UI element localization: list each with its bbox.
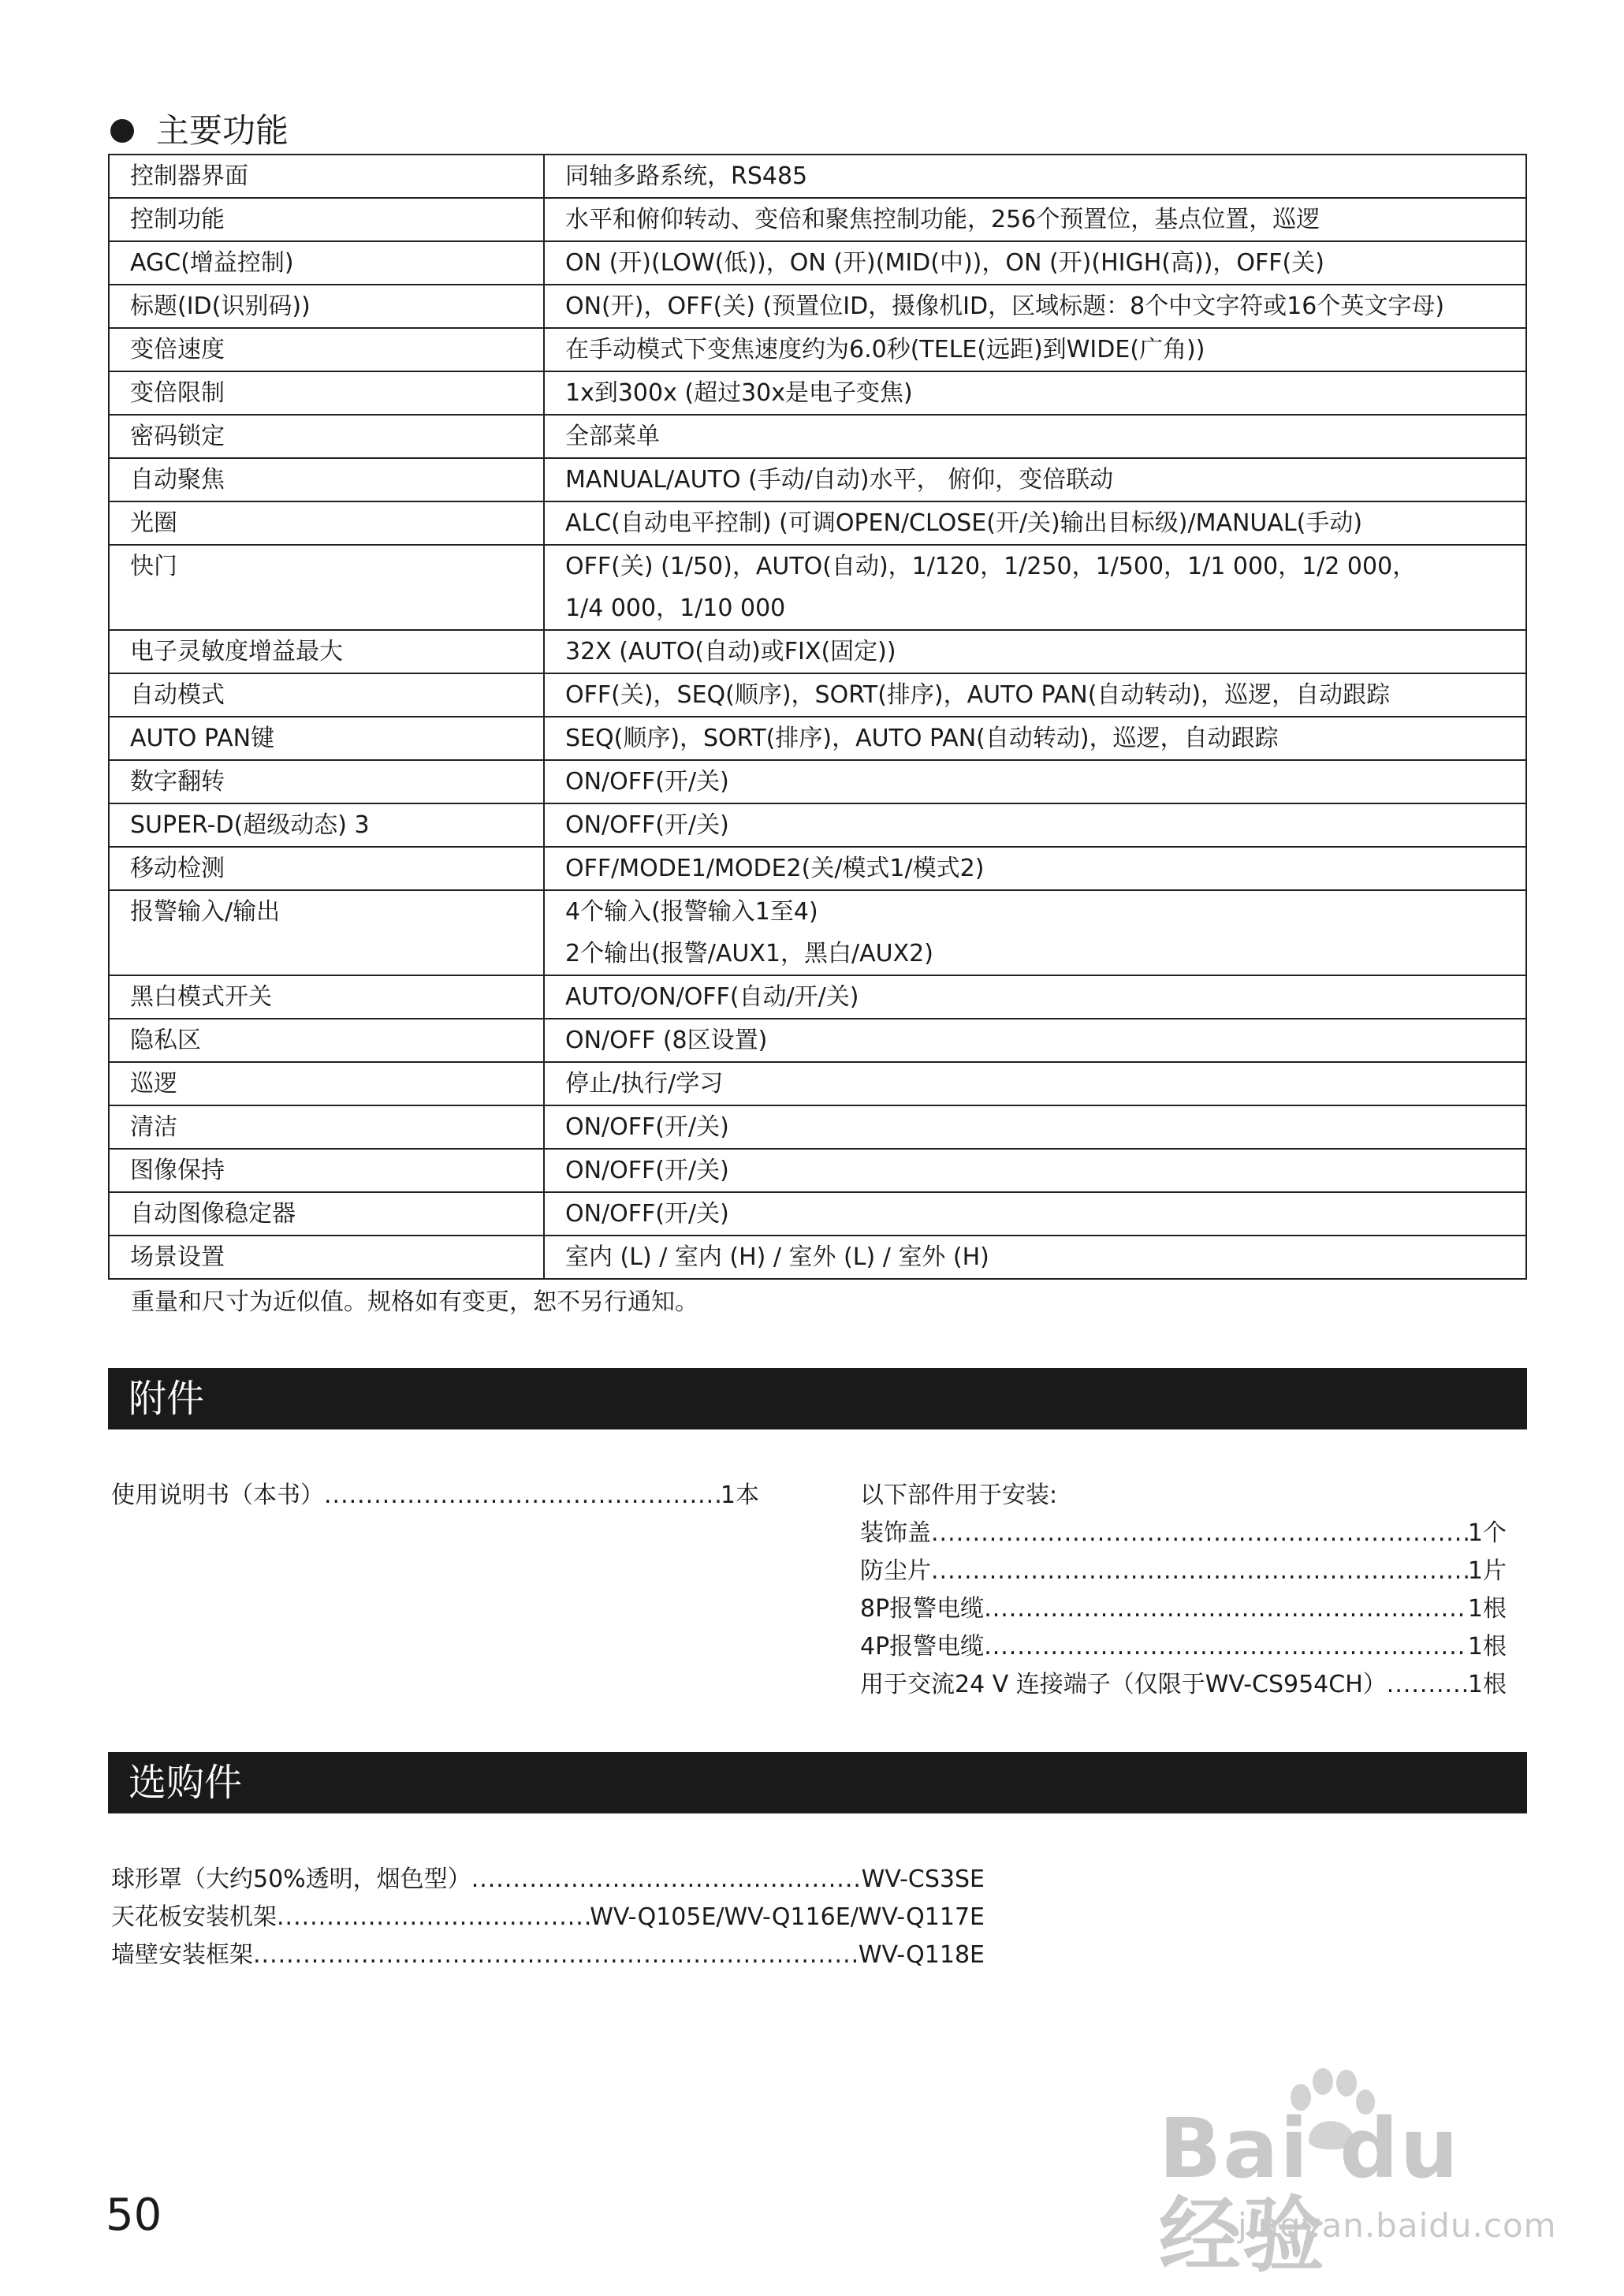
spec-value-line: 2个输出(报警/AUX1，黑白/AUX2) <box>565 940 933 967</box>
item-name: 防尘片 <box>860 1557 931 1585</box>
dot-leader <box>253 1936 859 1974</box>
item-value: 1根 <box>1467 1633 1507 1660</box>
spec-value <box>544 415 1526 458</box>
table-row <box>109 371 1526 415</box>
spec-label: 电子灵敏度增益最大 <box>109 630 544 673</box>
spec-value-line: 1/4 000，1/10 000 <box>565 594 786 622</box>
table-row <box>109 501 1526 545</box>
spec-label: AGC(增益控制) <box>109 241 544 285</box>
item-name: 8P报警电缆 <box>860 1595 985 1623</box>
table-row <box>109 415 1526 458</box>
features-table <box>108 154 1527 1280</box>
spec-label: 快门 <box>109 545 544 630</box>
item-name: 使用说明书（本书） <box>111 1482 324 1509</box>
table-row <box>109 760 1526 803</box>
list-item <box>111 1899 985 1936</box>
table-row <box>109 1236 1526 1279</box>
spec-label: 图像保持 <box>109 1149 544 1192</box>
spec-label: 标题(ID(识别码)) <box>109 285 544 328</box>
table-row <box>109 1105 1526 1149</box>
spec-value <box>544 803 1526 847</box>
spec-value-line: ON/OFF(开/关) <box>565 1113 729 1141</box>
table-row <box>109 198 1526 241</box>
spec-value-line: 1x到300x (超过30x是电子变焦) <box>565 379 913 407</box>
dot-leader <box>931 1552 1468 1590</box>
spec-label: 自动聚焦 <box>109 458 544 501</box>
spec-value <box>544 760 1526 803</box>
spec-label: 变倍速度 <box>109 328 544 371</box>
spec-value-line: 停止/执行/学习 <box>565 1070 724 1098</box>
item-value: WV-Q118E <box>858 1941 985 1969</box>
spec-value-line: ON/OFF(开/关) <box>565 811 729 839</box>
spec-value-line: ON (开)(LOW(低))，ON (开)(MID(中))，ON (开)(HIGH(高))，OFF(关) <box>565 249 1324 277</box>
spec-value <box>544 975 1526 1019</box>
item-name: 装饰盖 <box>860 1519 931 1547</box>
spec-value-line: AUTO/ON/OFF(自动/开/关) <box>565 983 859 1011</box>
spec-value <box>544 155 1526 198</box>
table-row <box>109 458 1526 501</box>
spec-label: 密码锁定 <box>109 415 544 458</box>
spec-label: 黑白模式开关 <box>109 975 544 1019</box>
spec-value-line: 32X (AUTO(自动)或FIX(固定)) <box>565 638 896 665</box>
table-row <box>109 975 1526 1019</box>
table-row <box>109 1019 1526 1062</box>
spec-value-line: ON/OFF (8区设置) <box>565 1027 768 1054</box>
spec-value <box>544 328 1526 371</box>
table-row <box>109 241 1526 285</box>
spec-label: 控制器界面 <box>109 155 544 198</box>
features-heading <box>110 110 289 151</box>
spec-value-line: OFF(关) (1/50)，AUTO(自动)，1/120，1/250，1/500，1/1 000，1/2 000， <box>565 553 1417 580</box>
item-name: 球形罩（大约50%透明，烟色型） <box>111 1866 471 1893</box>
spec-label: 清洁 <box>109 1105 544 1149</box>
table-row <box>109 890 1526 975</box>
item-value: 1根 <box>1467 1671 1507 1698</box>
bullet-icon <box>110 119 134 143</box>
spec-label: 变倍限制 <box>109 371 544 415</box>
table-row <box>109 155 1526 198</box>
table-row <box>109 1192 1526 1236</box>
item-name: 用于交流24 V 连接端子（仅限于WV-CS954CH） <box>860 1671 1387 1698</box>
spec-value-line: 在手动模式下变焦速度约为6.0秒(TELE(远距)到WIDE(广角)) <box>565 336 1205 363</box>
spec-value <box>544 630 1526 673</box>
accessories-title-bar: 附件 <box>108 1368 1527 1429</box>
item-name: 天花板安装机架 <box>111 1903 277 1931</box>
spec-value-line: 室内 (L) / 室内 (H) / 室外 (L) / 室外 (H) <box>565 1243 989 1271</box>
dot-leader <box>471 1861 862 1899</box>
spec-value-line: 同轴多路系统，RS485 <box>565 162 808 190</box>
spec-value-line: 水平和俯仰转动、变倍和聚焦控制功能，256个预置位，基点位置，巡逻 <box>565 206 1320 233</box>
item-value: 1片 <box>1467 1557 1507 1585</box>
spec-label: AUTO PAN键 <box>109 717 544 760</box>
spec-note: 重量和尺寸为近似值。规格如有变更，恕不另行通知。 <box>131 1288 698 1316</box>
table-row <box>109 673 1526 717</box>
spec-label: 光圈 <box>109 501 544 545</box>
spec-value-line: ON(开)，OFF(关) (预置位ID，摄像机ID，区域标题：8个中文字符或16个英文字母) <box>565 293 1445 320</box>
table-row <box>109 717 1526 760</box>
spec-value <box>544 1105 1526 1149</box>
spec-value <box>544 847 1526 890</box>
spec-value <box>544 717 1526 760</box>
spec-value <box>544 890 1526 975</box>
spec-label: 巡逻 <box>109 1062 544 1105</box>
spec-value-line: ON/OFF(开/关) <box>565 768 729 796</box>
item-name: 4P报警电缆 <box>860 1633 985 1660</box>
spec-value <box>544 198 1526 241</box>
spec-value <box>544 1019 1526 1062</box>
spec-value-line: ON/OFF(开/关) <box>565 1157 729 1184</box>
dot-leader <box>277 1899 590 1936</box>
list-item <box>111 1936 985 1974</box>
spec-value <box>544 285 1526 328</box>
dot-leader <box>1387 1666 1468 1704</box>
spec-label: 控制功能 <box>109 198 544 241</box>
dot-leader <box>984 1590 1468 1628</box>
features-heading-text: 主要功能 <box>156 111 289 150</box>
list-item <box>860 1666 1507 1704</box>
options-list <box>111 1861 985 1974</box>
watermark <box>1151 2066 1561 2283</box>
list-item <box>860 1628 1507 1666</box>
spec-label: 场景设置 <box>109 1236 544 1279</box>
spec-value-line: OFF(关)，SEQ(顺序)，SORT(排序)，AUTO PAN(自动转动)，巡逻，自动跟踪 <box>565 681 1391 709</box>
table-row <box>109 1149 1526 1192</box>
spec-value-line: ALC(自动电平控制) (可调OPEN/CLOSE(开/关)输出目标级)/MANUAL(手动) <box>565 509 1363 537</box>
spec-label: 数字翻转 <box>109 760 544 803</box>
accessories-install-list <box>860 1477 1507 1704</box>
spec-label: 移动检测 <box>109 847 544 890</box>
spec-label: 自动模式 <box>109 673 544 717</box>
table-row <box>109 545 1526 630</box>
spec-label: SUPER-D(超级动态) 3 <box>109 803 544 847</box>
list-item <box>860 1515 1507 1552</box>
item-value: 1个 <box>1467 1519 1507 1547</box>
item-name: 墙壁安装框架 <box>111 1941 253 1969</box>
table-row <box>109 1062 1526 1105</box>
spec-value <box>544 241 1526 285</box>
spec-value <box>544 673 1526 717</box>
watermark-site: jingyan.baidu.com <box>1238 2206 1557 2245</box>
dot-leader <box>984 1628 1468 1666</box>
item-value: 1根 <box>1467 1595 1507 1623</box>
spec-value <box>544 501 1526 545</box>
accessories-left-list <box>111 1477 759 1515</box>
spec-value <box>544 1236 1526 1279</box>
page-number: 50 <box>106 2190 162 2241</box>
spec-value <box>544 371 1526 415</box>
spec-value-line: OFF/MODE1/MODE2(关/模式1/模式2) <box>565 855 985 882</box>
spec-value-line: 全部菜单 <box>565 423 660 450</box>
item-value: WV-CS3SE <box>861 1866 985 1893</box>
spec-label: 隐私区 <box>109 1019 544 1062</box>
spec-value-line: SEQ(顺序)，SORT(排序)，AUTO PAN(自动转动)，巡逻，自动跟踪 <box>565 725 1279 752</box>
item-qty: 1本 <box>720 1482 759 1509</box>
table-row <box>109 285 1526 328</box>
item-value: WV-Q105E/WV-Q116E/WV-Q117E <box>590 1903 985 1931</box>
table-row <box>109 803 1526 847</box>
spec-value <box>544 545 1526 630</box>
spec-value <box>544 1192 1526 1236</box>
spec-value-line: MANUAL/AUTO (手动/自动)水平， 俯仰，变倍联动 <box>565 466 1114 494</box>
table-row <box>109 630 1526 673</box>
dot-leader <box>324 1477 721 1515</box>
spec-label: 报警输入/输出 <box>109 890 544 975</box>
list-item <box>111 1477 759 1515</box>
spec-value-line: 4个输入(报警输入1至4) <box>565 898 818 926</box>
options-title-bar: 选购件 <box>108 1752 1527 1813</box>
spec-value-line: ON/OFF(开/关) <box>565 1200 729 1228</box>
table-row <box>109 847 1526 890</box>
list-item <box>860 1552 1507 1590</box>
list-item <box>860 1590 1507 1628</box>
watermark-brand: Bai du 经验 <box>1159 2100 1460 2283</box>
install-intro: 以下部件用于安装: <box>860 1482 1058 1509</box>
table-row <box>109 328 1526 371</box>
spec-value <box>544 1062 1526 1105</box>
dot-leader <box>931 1515 1468 1552</box>
spec-label: 自动图像稳定器 <box>109 1192 544 1236</box>
spec-value <box>544 1149 1526 1192</box>
list-item <box>111 1861 985 1899</box>
spec-value <box>544 458 1526 501</box>
